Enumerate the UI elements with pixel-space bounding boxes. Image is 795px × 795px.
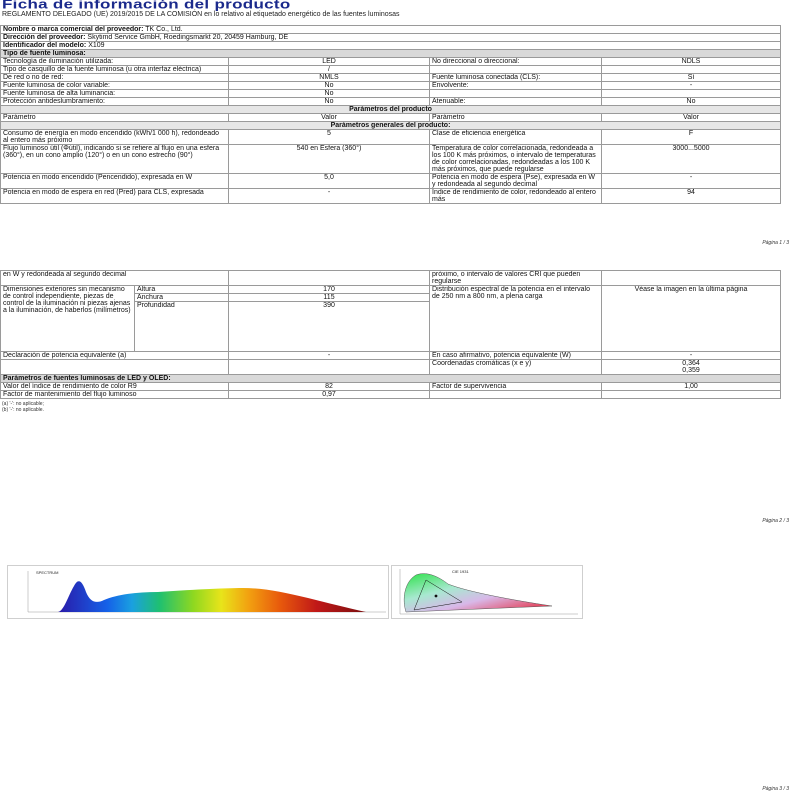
- type-value: NMLS: [229, 74, 430, 82]
- equiv-value-2: -: [602, 352, 781, 360]
- params-section-heading: Parámetros del producto: [1, 106, 781, 114]
- supplier-row: [1, 26, 781, 34]
- dimension-name: Profundidad: [135, 302, 229, 352]
- spectral-value: Véase la imagen en la última página: [602, 286, 781, 352]
- general-row: [1, 130, 781, 145]
- footnote: (b) '-': no aplicable.: [2, 407, 44, 413]
- general-row: [1, 174, 781, 189]
- type-value: /: [229, 66, 430, 74]
- general-value: 540 en Esfera (360°): [229, 145, 430, 174]
- type-row: [1, 58, 781, 66]
- chroma-x: 0,364: [682, 360, 700, 367]
- col-header-value-2: Valor: [602, 114, 781, 122]
- led-value: 0,97: [229, 391, 430, 399]
- spectrum-title: SPECTRUM: [36, 570, 59, 575]
- chroma-row: [1, 360, 781, 375]
- type-label: Tipo de casquillo de la fuente luminosa (u otra interfaz eléctrica): [1, 66, 229, 74]
- type-value: No: [229, 98, 430, 106]
- led-value-2: 1,00: [602, 383, 781, 391]
- cie-point: [435, 595, 438, 598]
- type-value-2: NDLS: [602, 58, 781, 66]
- supplier-value: TK Co., Ltd.: [145, 26, 183, 33]
- general-label: Consumo de energía en modo encendido (kWh/1 000 h), redondeado al entero más próximo: [1, 130, 229, 145]
- type-label-2: No direccional o direccional:: [430, 58, 602, 66]
- equiv-row: [1, 352, 781, 360]
- document-title: Ficha de información del producto: [2, 0, 291, 12]
- supplier-label: Nombre o marca comercial del proveedor:: [3, 26, 144, 33]
- led-row: [1, 383, 781, 391]
- page-1: [0, 0, 795, 250]
- general-label: Flujo luminoso útil (Φútil), indicando si se refiere al flujo en una esfera (360°), en un cono amplio (120°) o en un cono estrecho (90°): [1, 145, 229, 174]
- type-value-2: No: [602, 98, 781, 106]
- type-label: Fuente luminosa de color variable:: [1, 82, 229, 90]
- general-row: [1, 189, 781, 204]
- page-number: Página 3 / 3: [762, 786, 789, 792]
- general-label: Potencia en modo encendido (Pencendido), expresada en W: [1, 174, 229, 189]
- dimension-name: Altura: [135, 286, 229, 294]
- general-section-heading: Parámetros generales del producto:: [1, 122, 781, 130]
- general-label-2: Clase de eficiencia energética: [430, 130, 602, 145]
- type-label: Fuente luminosa de alta luminancia:: [1, 90, 229, 98]
- general-section-row: [1, 122, 781, 130]
- led-section-row: [1, 375, 781, 383]
- cie-svg: [392, 566, 582, 618]
- type-row: [1, 82, 781, 90]
- general-label-2: Temperatura de color correlacionada, redondeada a los 100 K más próximos, o intervalo de temperaturas de color correlacionadas, redondeadas a los 100 K más próximos, que puede regularse: [430, 145, 602, 174]
- type-label: Protección antideslumbramiento:: [1, 98, 229, 106]
- supplier-address-label: Dirección del proveedor:: [3, 34, 86, 41]
- dimension-value: 115: [229, 294, 430, 302]
- equiv-label-2: En caso afirmativo, potencia equivalente (W): [430, 352, 602, 360]
- general-value-2: 3000...5000: [602, 145, 781, 174]
- cie-chart: [391, 565, 583, 619]
- dimensions-label: Dimensiones exteriores sin mecanismo de control independiente, piezas de control de la iluminación ni piezas ajenas a la iluminación, de haberlos (milímetros): [1, 286, 135, 352]
- led-label: Factor de mantenimiento del flujo luminoso: [1, 391, 229, 399]
- type-value: No: [229, 90, 430, 98]
- led-label-2: Factor de supervivencia: [430, 383, 602, 391]
- page-3: [0, 560, 795, 795]
- continued-row: [1, 271, 781, 286]
- type-label: De red o no de red:: [1, 74, 229, 82]
- footnotes: [2, 401, 44, 413]
- product-info-table: [0, 25, 781, 204]
- general-value: 5,0: [229, 174, 430, 189]
- type-label-2: Envolvente:: [430, 82, 602, 90]
- spectral-label: Distribución espectral de la potencia en el intervalo de 250 nm a 800 nm, a plena carga: [430, 286, 602, 352]
- general-value-2: 94: [602, 189, 781, 204]
- page-number: Página 2 / 3: [762, 518, 789, 524]
- type-row: [1, 90, 781, 98]
- general-value: -: [229, 189, 430, 204]
- type-value: LED: [229, 58, 430, 66]
- type-value-2: [602, 66, 781, 74]
- led-section-heading: Parámetros de fuentes luminosas de LED y OLED:: [1, 375, 781, 383]
- type-label-2: [430, 90, 602, 98]
- product-info-table-continued: [0, 270, 781, 399]
- type-section-heading: Tipo de fuente luminosa:: [1, 50, 781, 58]
- type-label-2: Fuente luminosa conectada (CLS):: [430, 74, 602, 82]
- general-label-2: Índice de rendimiento de color, redondeado al entero más: [430, 189, 602, 204]
- type-label-2: [430, 66, 602, 74]
- dimension-value: 390: [229, 302, 430, 352]
- spectrum-curve: [58, 581, 366, 612]
- page-number: Página 1 / 3: [762, 240, 789, 246]
- type-section-row: [1, 50, 781, 58]
- col-header-param-2: Parámetro: [430, 114, 602, 122]
- chroma-y: 0,359: [682, 367, 700, 374]
- spectrum-chart: [7, 565, 389, 619]
- cie-title: CIE 1931: [452, 569, 469, 574]
- equiv-value: -: [229, 352, 430, 360]
- equiv-label: Declaración de potencia equivalente (a): [1, 352, 229, 360]
- continued-label-2: próximo, o intervalo de valores CRI que pueden regularse: [430, 271, 602, 286]
- col-header-param: Parámetro: [1, 114, 229, 122]
- model-label: Identificador del modelo:: [3, 42, 87, 49]
- dimension-name: Anchura: [135, 294, 229, 302]
- general-value-2: -: [602, 174, 781, 189]
- general-value-2: F: [602, 130, 781, 145]
- dimension-value: 170: [229, 286, 430, 294]
- led-label-2: [430, 391, 602, 399]
- general-value: 5: [229, 130, 430, 145]
- footnote: (a) '-': no aplicable;: [2, 401, 44, 407]
- continued-label: en W y redondeada al segundo decimal: [1, 271, 229, 286]
- spectrum-svg: [8, 566, 388, 618]
- led-value: 82: [229, 383, 430, 391]
- led-row: [1, 391, 781, 399]
- type-value-2: Sí: [602, 74, 781, 82]
- type-value-2: [602, 90, 781, 98]
- column-header-row: [1, 114, 781, 122]
- model-value: X109: [88, 42, 105, 49]
- col-header-value: Valor: [229, 114, 430, 122]
- general-label: Potencia en modo de espera en red (Pred) para CLS, expresada: [1, 189, 229, 204]
- type-label-2: Atenuable:: [430, 98, 602, 106]
- type-value: No: [229, 82, 430, 90]
- type-row: [1, 98, 781, 106]
- type-label: Tecnología de iluminación utilizada:: [1, 58, 229, 66]
- led-label: Valor del índice de rendimiento de color R9: [1, 383, 229, 391]
- params-section-row: [1, 106, 781, 114]
- general-row: [1, 145, 781, 174]
- dimensions-row: [1, 286, 781, 294]
- type-value-2: -: [602, 82, 781, 90]
- model-row: [1, 42, 781, 50]
- page-2: [0, 268, 795, 530]
- type-row: [1, 74, 781, 82]
- supplier-address-row: [1, 34, 781, 42]
- document-subtitle: REGLAMENTO DELEGADO (UE) 2019/2015 DE LA COMISIÓN en lo relativo al etiquetado energético de las fuentes luminosas: [2, 11, 400, 18]
- supplier-address-value: Skytimd Service GmbH, Roedingsmarkt 20, 20459 Hamburg, DE: [87, 34, 289, 41]
- led-value-2: [602, 391, 781, 399]
- type-row: [1, 66, 781, 74]
- general-label-2: Potencia en modo de espera (Pse), expresada en W y redondeada al segundo decimal: [430, 174, 602, 189]
- chroma-label: Coordenadas cromáticas (x e y): [430, 360, 602, 375]
- cie-gamut: [404, 574, 552, 612]
